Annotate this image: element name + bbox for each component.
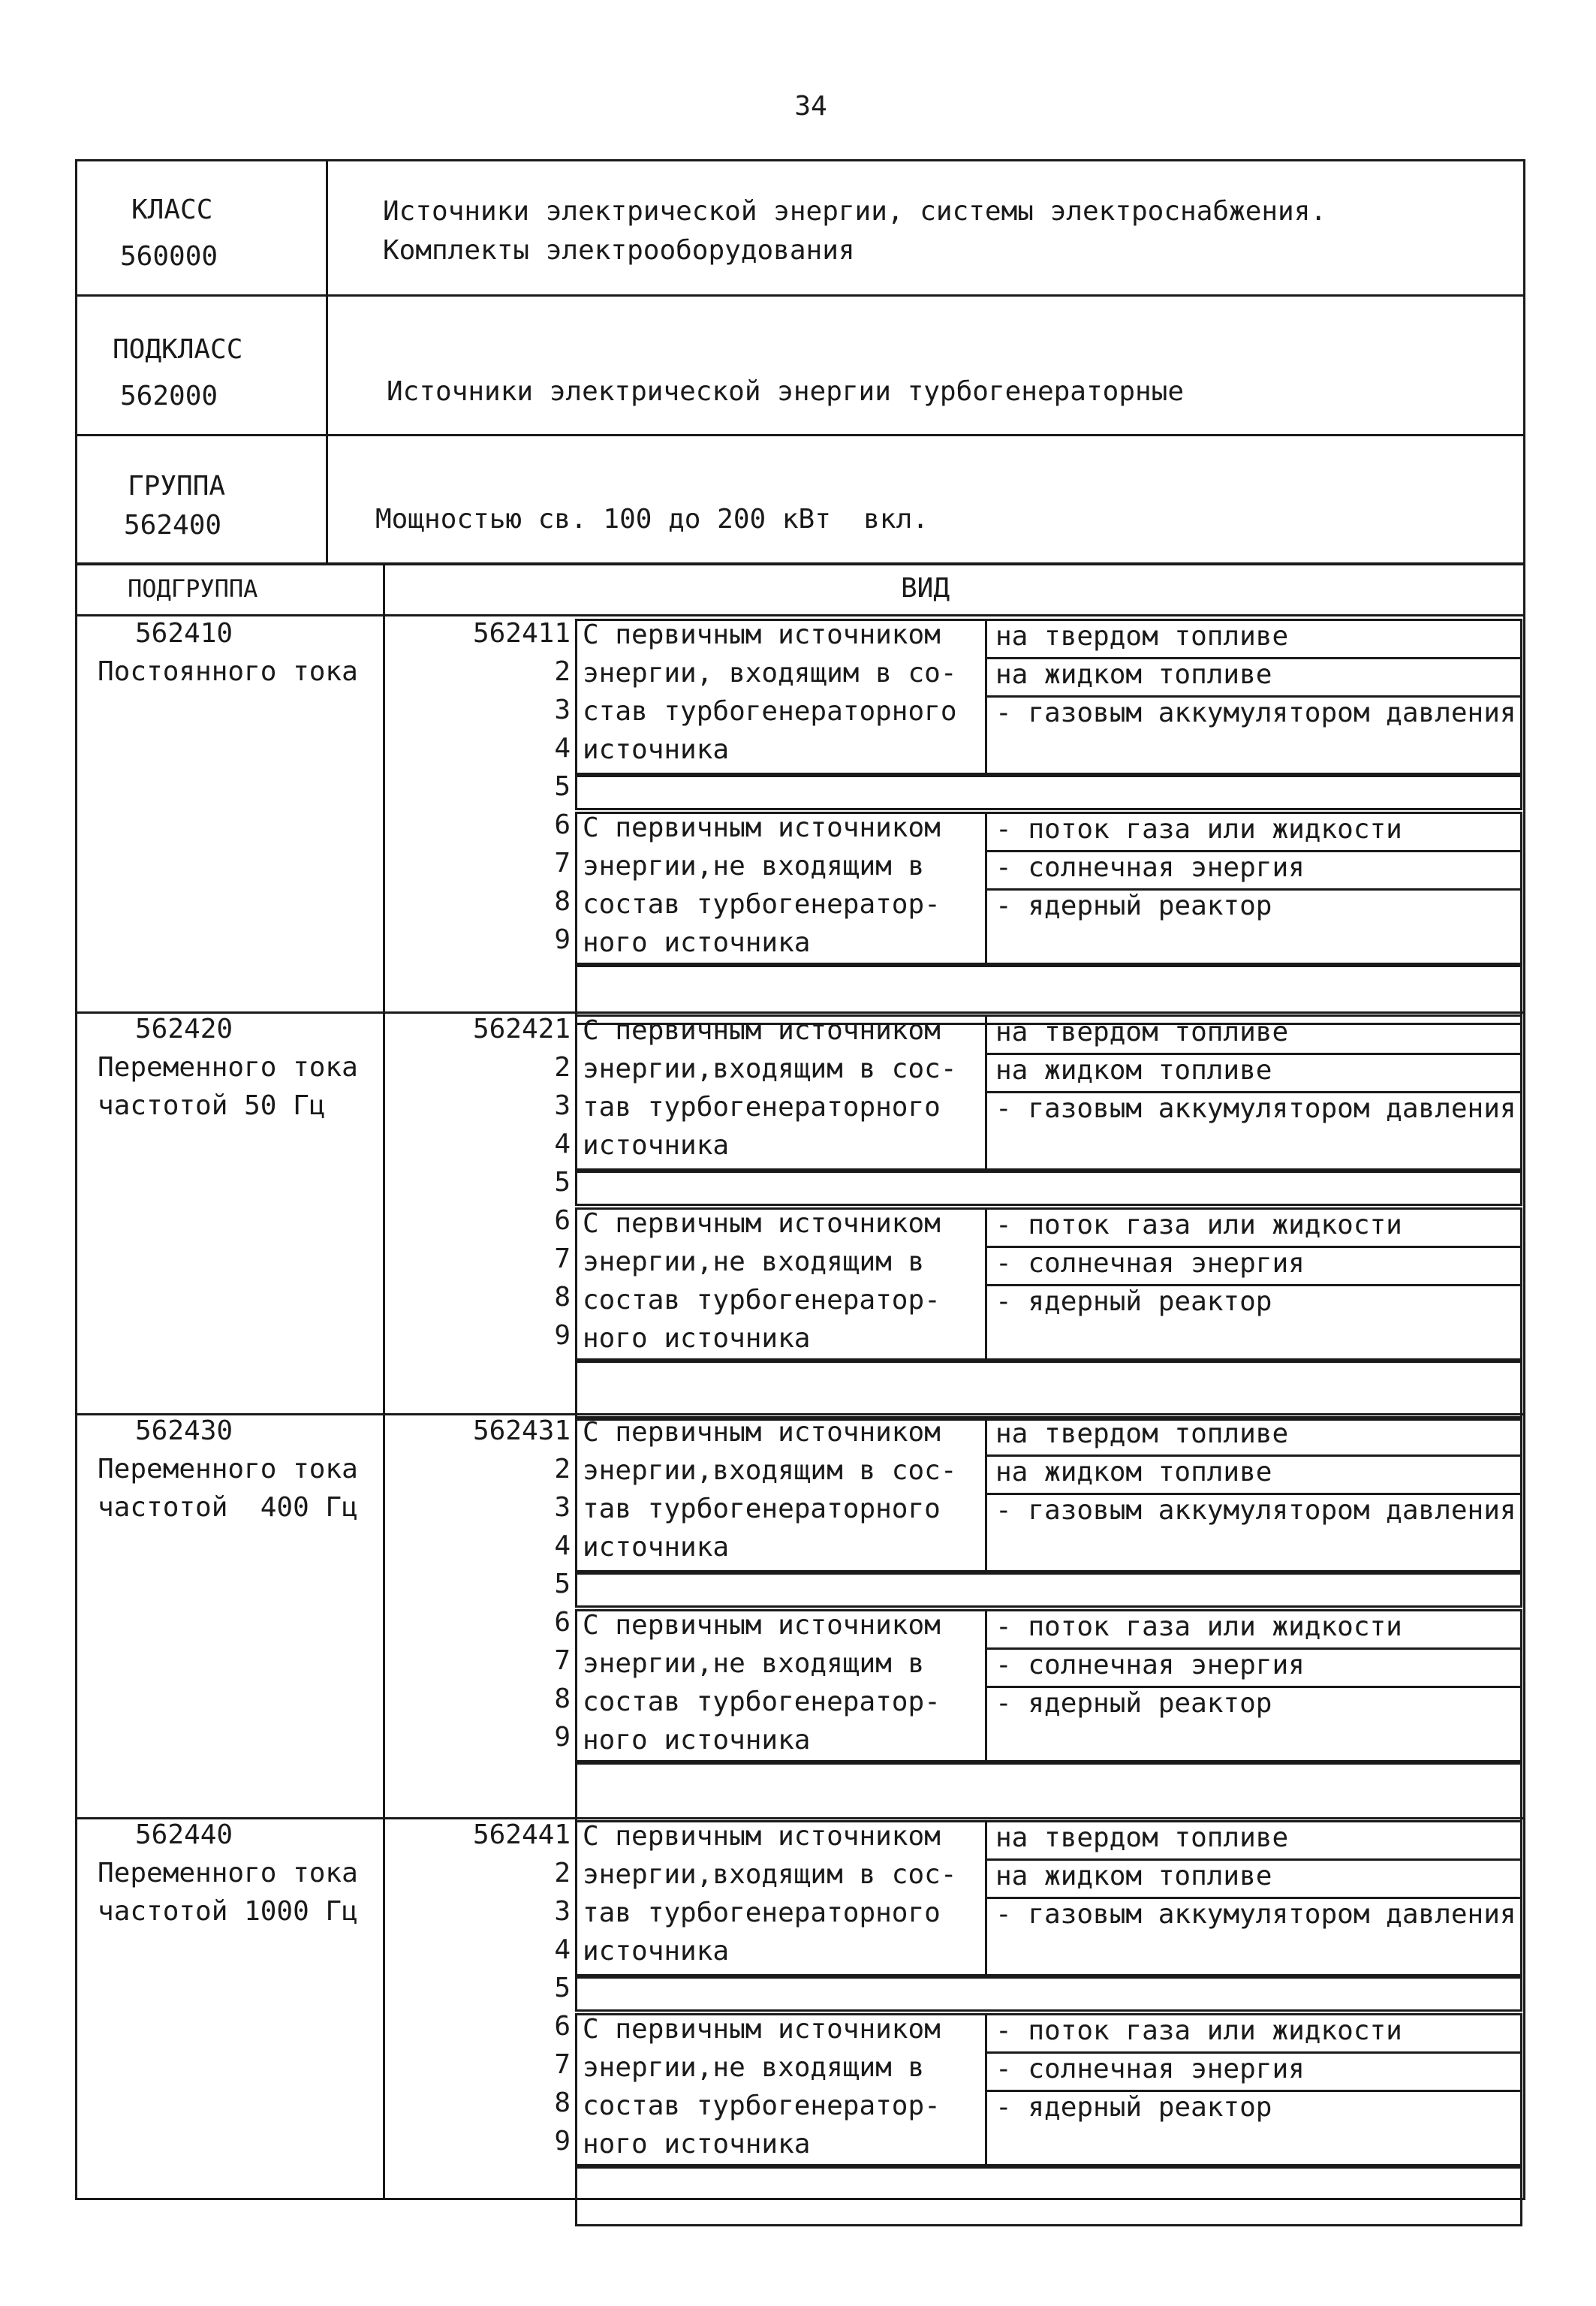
type-description-line: С первичным источником xyxy=(583,1208,941,1239)
type-description-line: ного источника xyxy=(583,1725,811,1756)
type-description-line: состав турбогенератор- xyxy=(583,2090,941,2121)
type-description-line: С первичным источником xyxy=(583,812,941,843)
klass-label: КЛАСС xyxy=(131,194,213,225)
gruppa-label: ГРУППА xyxy=(128,471,226,502)
type-description-line: энергии,не входящим в xyxy=(583,1246,925,1277)
variant-label: на жидком топливе xyxy=(995,1055,1272,1086)
type-number: 2 xyxy=(554,1858,571,1889)
klass-desc-line1: Источники электрической энергии, системы электроснабжения. xyxy=(383,196,1327,227)
type-number: 9 xyxy=(554,1722,571,1753)
subgroup-separator xyxy=(75,1011,1525,1014)
subgroup-name-line1: Переменного тока xyxy=(98,1858,358,1889)
type-number: 3 xyxy=(554,1492,571,1523)
type-number: 8 xyxy=(554,1282,571,1313)
subgroup-code: 562430 xyxy=(135,1415,233,1446)
page-number: 34 xyxy=(794,91,827,122)
type-description-line: энергии,входящим в сос- xyxy=(583,1859,957,1890)
divider-klass xyxy=(75,294,1525,297)
type-number: 5 xyxy=(554,1973,571,2003)
type-description-line: состав турбогенератор- xyxy=(583,1285,941,1316)
subgroup-name-line1: Переменного тока xyxy=(98,1052,358,1083)
type-description-line: источника xyxy=(583,1532,730,1563)
variant-label: - солнечная энергия xyxy=(995,2054,1305,2084)
variant-label: на твердом топливе xyxy=(995,1822,1289,1853)
podklass-code: 562000 xyxy=(120,381,218,411)
type-number: 562441 xyxy=(472,1819,571,1850)
type-number: 562411 xyxy=(472,618,571,649)
type-number: 8 xyxy=(554,2087,571,2118)
variant-label: - ядерный реактор xyxy=(995,1688,1272,1719)
type-number: 6 xyxy=(554,809,571,840)
variant-label: на жидком топливе xyxy=(995,1457,1272,1488)
type-number: 4 xyxy=(554,1129,571,1159)
type-description-line: тав турбогенераторного xyxy=(583,1898,941,1928)
variant-label: на твердом топливе xyxy=(995,1017,1289,1047)
variant-label: - ядерный реактор xyxy=(995,1286,1272,1317)
vid-header: ВИД xyxy=(901,573,950,604)
type-number: 7 xyxy=(554,1243,571,1274)
type-number: 9 xyxy=(554,1320,571,1351)
variant-label: - солнечная энергия xyxy=(995,1248,1305,1279)
variant-label: на жидком топливе xyxy=(995,1861,1272,1892)
type-description-line: источника xyxy=(583,1130,730,1161)
type-number: 9 xyxy=(554,2126,571,2157)
reserve-row xyxy=(575,775,1522,810)
variant-label: - ядерный реактор xyxy=(995,891,1272,921)
variant-label: - газовым аккумулятором давления xyxy=(995,1093,1516,1124)
podklass-label: ПОДКЛАСС xyxy=(113,334,243,365)
type-description-line: С первичным источником xyxy=(583,1417,941,1448)
subgroup-code: 562410 xyxy=(135,618,233,649)
subgroup-code: 562440 xyxy=(135,1819,233,1850)
type-number: 562421 xyxy=(472,1014,571,1044)
type-number: 4 xyxy=(554,1934,571,1965)
type-number: 8 xyxy=(554,886,571,917)
subgroup-separator xyxy=(75,1413,1525,1415)
type-number: 7 xyxy=(554,1645,571,1676)
type-number: 6 xyxy=(554,1205,571,1236)
type-description-line: энергии,не входящим в xyxy=(583,2052,925,2083)
variant-label: - поток газа или жидкости xyxy=(995,1611,1402,1642)
variant-label: - поток газа или жидкости xyxy=(995,1210,1402,1240)
type-description-line: состав турбогенератор- xyxy=(583,1687,941,1717)
type-number: 5 xyxy=(554,771,571,802)
podgruppa-header: ПОДГРУППА xyxy=(128,574,258,603)
type-description-line: энергии,входящим в сос- xyxy=(583,1455,957,1486)
variant-label: - поток газа или жидкости xyxy=(995,814,1402,845)
type-number: 3 xyxy=(554,1896,571,1927)
type-description-line: С первичным источником xyxy=(583,1821,941,1852)
reserve-row xyxy=(575,2166,1522,2226)
variant-label: на жидком топливе xyxy=(995,659,1272,690)
type-description-line: состав турбогенератор- xyxy=(583,889,941,920)
type-number: 2 xyxy=(554,656,571,687)
type-description-line: энергии,не входящим в xyxy=(583,1648,925,1679)
type-description-line: С первичным источником xyxy=(583,619,941,650)
type-number: 7 xyxy=(554,848,571,879)
type-number: 4 xyxy=(554,733,571,764)
type-description-line: ного источника xyxy=(583,1323,811,1354)
type-number: 8 xyxy=(554,1684,571,1714)
klass-code: 560000 xyxy=(120,241,218,272)
type-number: 5 xyxy=(554,1569,571,1599)
variant-label: на твердом топливе xyxy=(995,621,1289,652)
type-description-line: С первичным источником xyxy=(583,2014,941,2045)
type-description-line: энергии,входящим в сос- xyxy=(583,1054,957,1084)
type-description-line: став турбогенераторного xyxy=(583,696,957,727)
header-row-divider xyxy=(75,614,1525,616)
type-description-line: С первичным источником xyxy=(583,1610,941,1641)
variant-label: - газовым аккумулятором давления xyxy=(995,698,1516,728)
reserve-row xyxy=(575,1762,1522,1822)
type-description-line: ного источника xyxy=(583,2129,811,2160)
variant-label: - газовым аккумулятором давления xyxy=(995,1899,1516,1930)
variant-label: на твердом топливе xyxy=(995,1418,1289,1449)
subgroup-code: 562420 xyxy=(135,1014,233,1044)
type-number: 2 xyxy=(554,1052,571,1083)
reserve-row xyxy=(575,1572,1522,1608)
reserve-row xyxy=(575,1361,1522,1421)
type-number: 7 xyxy=(554,2049,571,2080)
type-description-line: тав турбогенераторного xyxy=(583,1494,941,1524)
type-number: 6 xyxy=(554,1607,571,1638)
divider-podklass xyxy=(75,434,1525,436)
reserve-row xyxy=(575,1171,1522,1206)
type-description-line: энергии,не входящим в xyxy=(583,851,925,882)
variant-label: - солнечная энергия xyxy=(995,1650,1305,1681)
subgroup-name-line1: Постоянного тока xyxy=(98,656,358,687)
klass-desc-line2: Комплекты электрооборудования xyxy=(383,235,855,266)
type-number: 3 xyxy=(554,695,571,725)
type-description-line: ного источника xyxy=(583,927,811,958)
gruppa-code: 562400 xyxy=(124,510,222,541)
type-description-line: источника xyxy=(583,1936,730,1967)
subgroup-name-line2: частотой 50 Гц xyxy=(98,1090,326,1121)
type-number: 2 xyxy=(554,1454,571,1485)
header-vertical-divider xyxy=(326,159,328,565)
subgroup-name-line2: частотой 1000 Гц xyxy=(98,1896,358,1927)
type-number: 3 xyxy=(554,1090,571,1121)
type-number: 4 xyxy=(554,1530,571,1561)
gruppa-desc: Мощностью св. 100 до 200 кВт вкл. xyxy=(375,504,929,535)
variant-label: - газовым аккумулятором давления xyxy=(995,1495,1516,1526)
type-description-line: энергии, входящим в со- xyxy=(583,658,957,689)
type-description-line: С первичным источником xyxy=(583,1015,941,1046)
podklass-desc: Источники электрической энергии турбогенераторные xyxy=(387,376,1185,407)
reserve-row xyxy=(575,1976,1522,2012)
type-number: 5 xyxy=(554,1167,571,1198)
subgroup-name-line1: Переменного тока xyxy=(98,1454,358,1485)
subgroup-separator xyxy=(75,1817,1525,1819)
type-number: 6 xyxy=(554,2011,571,2042)
variant-label: - ядерный реактор xyxy=(995,2092,1272,2123)
type-number: 9 xyxy=(554,924,571,955)
variant-label: - солнечная энергия xyxy=(995,852,1305,883)
podgruppa-column-divider xyxy=(383,563,385,2200)
subgroup-name-line2: частотой 400 Гц xyxy=(98,1492,358,1523)
type-number: 562431 xyxy=(472,1415,571,1446)
type-description-line: тав турбогенераторного xyxy=(583,1092,941,1123)
type-description-line: источника xyxy=(583,734,730,765)
variant-label: - поток газа или жидкости xyxy=(995,2015,1402,2046)
